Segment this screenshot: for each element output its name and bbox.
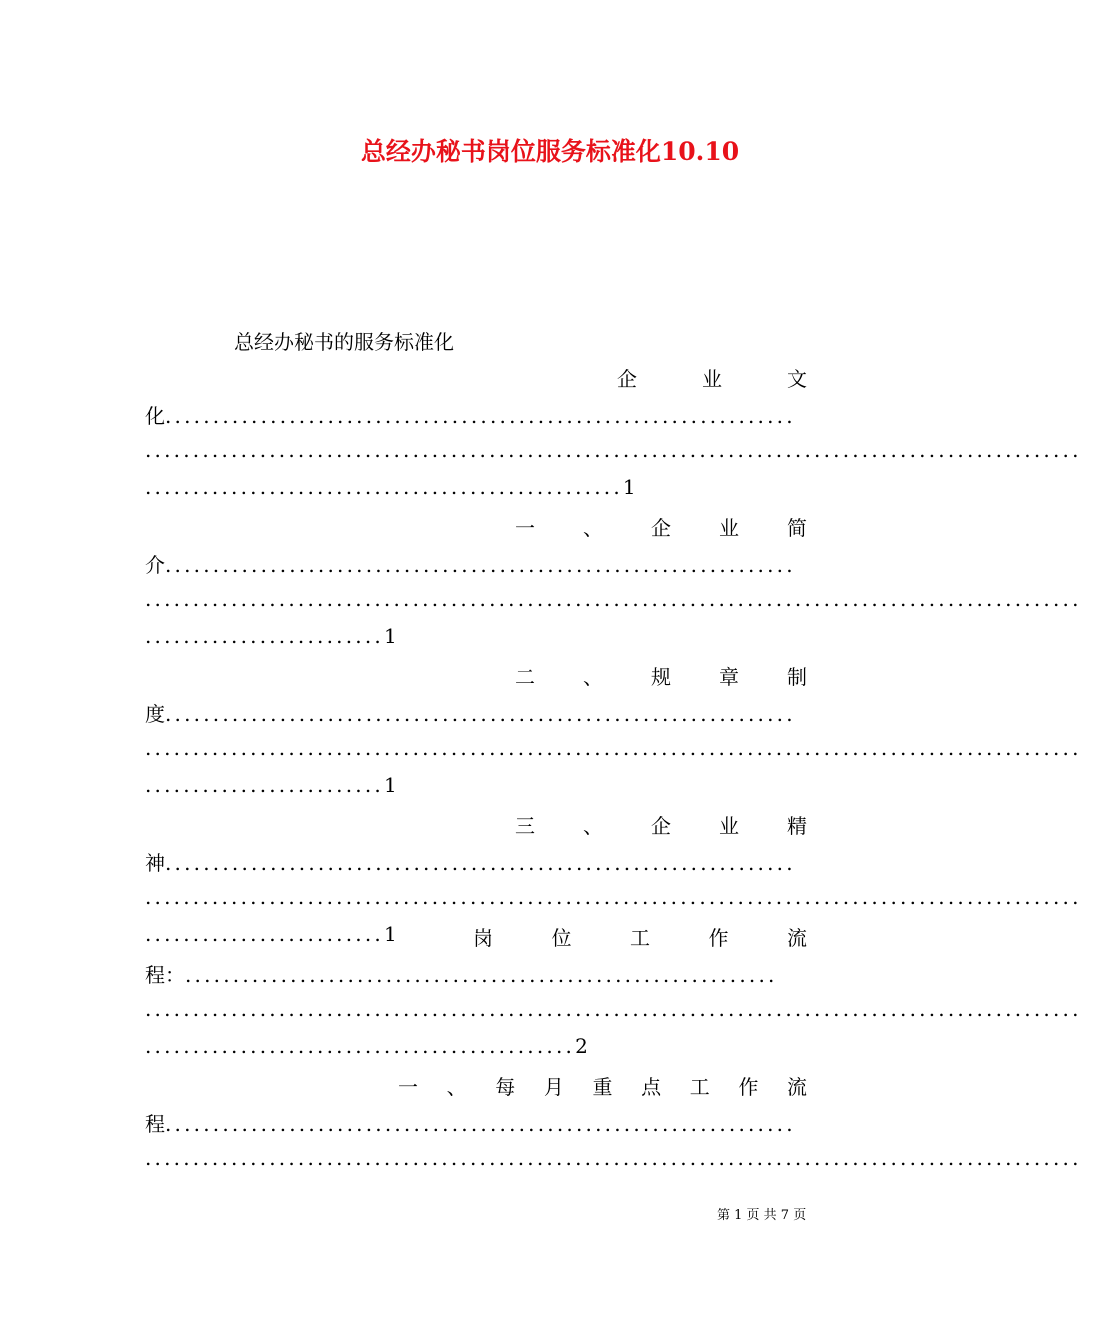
dot-leader: .................................................................................................. — [145, 587, 1082, 611]
toc-heading-char: 企 — [651, 814, 671, 838]
toc-heading-char: 一 — [398, 1075, 418, 1099]
toc-heading-char: 制 — [787, 665, 807, 689]
toc-heading-char: 业 — [719, 516, 739, 540]
toc-heading-char: 企 — [651, 516, 671, 540]
toc-page-line — [145, 624, 807, 654]
toc-heading-char: 岗 — [473, 926, 493, 950]
toc-heading-char: 业 — [702, 367, 722, 391]
dot-leader: ......................... — [145, 922, 384, 946]
toc-page-number: 1 — [383, 922, 397, 946]
page-footer: 第 1 页 共 7 页 — [717, 1208, 807, 1223]
toc-heading-char: 位 — [551, 926, 572, 950]
toc-heading-line — [515, 661, 807, 691]
dot-leader: ............................................. — [145, 1034, 576, 1058]
toc-heading-char: 文 — [787, 367, 807, 391]
toc-leader-line — [145, 1108, 807, 1138]
toc-heading-char: 每 — [495, 1075, 516, 1099]
toc-heading-char: 流 — [787, 926, 807, 950]
toc-page-number: 1 — [383, 773, 397, 797]
toc-lead-text: 神 — [145, 851, 165, 875]
toc-lead-text: 度 — [145, 702, 165, 726]
toc-heading-char: 、 — [446, 1075, 467, 1099]
toc-heading-char: 业 — [719, 814, 739, 838]
document-title: 总经办秘书岗位服务标准化10.10 — [360, 137, 740, 166]
dot-leader: .................................................................. — [165, 404, 796, 428]
toc-heading-char: 、 — [583, 814, 603, 838]
toc-leader-line — [145, 959, 807, 989]
dot-leader: .................................................................. — [165, 1112, 796, 1136]
dot-leader: .................................................................. — [165, 851, 796, 875]
toc-heading-line — [398, 1071, 807, 1101]
dot-leader: .................................................. — [145, 475, 623, 499]
toc-heading-char: 点 — [641, 1075, 662, 1099]
toc-page-number: 1 — [622, 475, 636, 499]
toc-heading-char: 流 — [787, 1075, 807, 1099]
toc-page-line — [145, 1034, 807, 1064]
toc-heading-line — [515, 512, 807, 542]
toc-heading-char: 重 — [592, 1075, 613, 1099]
toc-heading-char: 章 — [719, 665, 739, 689]
toc-page-line — [145, 475, 807, 505]
dot-leader: ......................... — [145, 773, 384, 797]
toc-heading-char: 规 — [651, 665, 671, 689]
dot-leader: .................................................................................................. — [145, 1146, 1082, 1170]
toc-page-line — [145, 773, 807, 803]
toc-heading-char: 作 — [708, 926, 729, 950]
toc-heading-char: 二 — [515, 665, 535, 689]
toc-leader-line — [145, 549, 807, 579]
toc-heading-char: 一 — [515, 516, 535, 540]
toc-heading-char: 月 — [543, 1075, 564, 1099]
toc-lead-text: 化 — [145, 404, 165, 428]
toc-page-number: 1 — [383, 624, 397, 648]
toc-heading-line — [473, 922, 807, 952]
dot-leader: .................................................................................................. — [145, 885, 1082, 909]
toc-heading-char: 、 — [583, 665, 603, 689]
toc-leader-line — [145, 400, 807, 430]
toc-page-number: 2 — [575, 1034, 588, 1058]
dot-leader: .................................................................. — [165, 702, 796, 726]
document-subtitle: 总经办秘书的服务标准化 — [234, 330, 454, 354]
toc-leader-line — [145, 698, 807, 728]
toc-heading-line — [617, 363, 807, 393]
toc-heading-char: 精 — [787, 814, 807, 838]
toc-heading-char: 简 — [787, 516, 807, 540]
toc-heading-line — [515, 810, 807, 840]
toc-heading-char: 作 — [738, 1075, 759, 1099]
dot-leader: .................................................................................................. — [145, 438, 1082, 462]
dot-leader: .............................................................. — [185, 963, 778, 987]
dot-leader: .................................................................................................. — [145, 736, 1082, 760]
dot-leader: ......................... — [145, 624, 384, 648]
toc-heading-char: 工 — [630, 926, 650, 950]
dot-leader: .................................................................................................. — [145, 997, 1082, 1021]
toc-leader-line — [145, 847, 807, 877]
toc-heading-char: 工 — [689, 1075, 710, 1099]
toc-lead-text: 介 — [145, 553, 165, 577]
toc-lead-text: 程： — [145, 963, 185, 987]
toc-heading-char: 三 — [515, 814, 535, 838]
toc-heading-char: 、 — [583, 516, 603, 540]
dot-leader: .................................................................. — [165, 553, 796, 577]
toc-lead-text: 程 — [145, 1112, 165, 1136]
toc-heading-char: 企 — [617, 367, 637, 391]
